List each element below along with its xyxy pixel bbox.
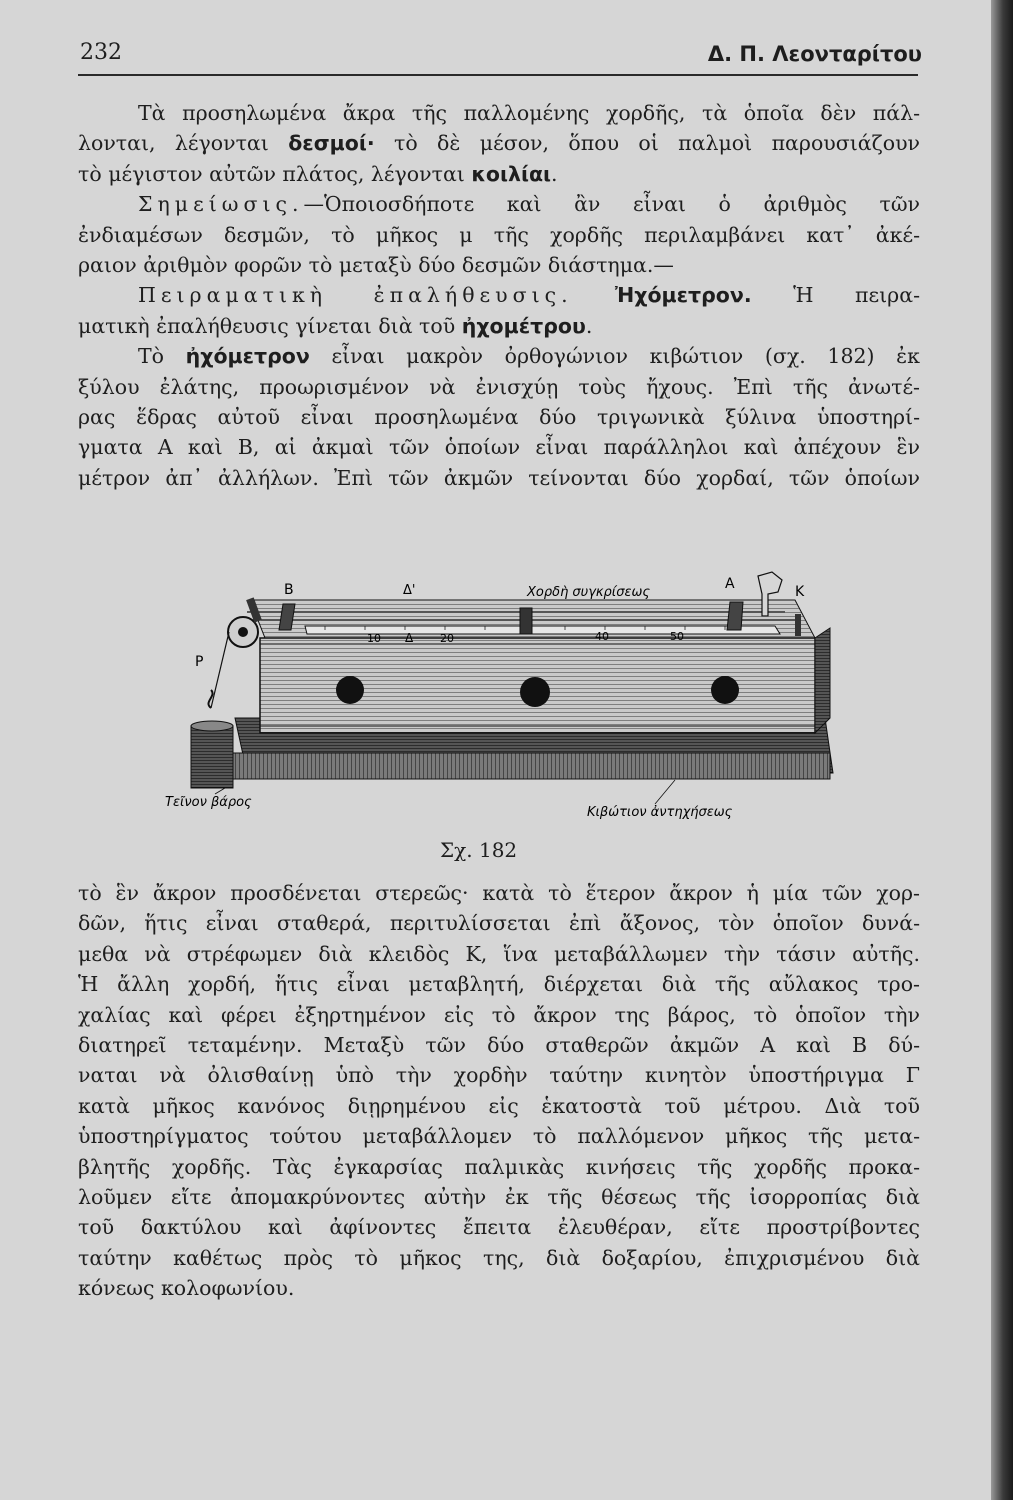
text-block-top [78, 98, 920, 493]
tuning-peg [795, 614, 801, 636]
running-head: Δ. Π. Λεονταρίτου [707, 42, 922, 66]
paragraph-line: Τὸ ἠχόμετρον εἶναι μακρὸν ὀρθογώνιον κιβώτιον (σχ. 182) ἐκ [138, 344, 920, 369]
scale-label: 20 [440, 632, 454, 645]
label-p: Ρ [195, 654, 204, 670]
bridge-movable [520, 608, 532, 634]
paragraph-line: βλητῆς χορδῆς. Τὰς ἐγκαρσίας παλμικὰς κινήσεις τῆς χορδῆς προκα- [78, 1154, 920, 1179]
paragraph-line: ρας ἕδρας αὐτοῦ εἶναι προσηλωμένα δύο τριγωνικὰ ξύλινα ὑποστηρί- [78, 405, 920, 430]
section-heading: Πειραματικὴ ἐπαλήθευσις. [138, 283, 573, 308]
paragraph-line: κόνεως κολοφωνίου. [78, 1276, 295, 1301]
note-line: Σημείωσις.—Ὁποιοσδήποτε καὶ ἂν εἶναι ὁ ἀριθμὸς τῶν [138, 192, 920, 217]
paragraph-line: δῶν, ἥτις εἶναι σταθερά, περιτυλίσσεται ἐπὶ ἄξονος, τὸν ὁποῖον δυνά- [78, 911, 920, 936]
term-hxometron: ἠχόμετρον [185, 344, 310, 369]
sonometer-illustration [155, 568, 835, 830]
page-binding-shadow [991, 0, 1013, 1500]
label-resonance-box: Κιβώτιον ἀντηχήσεως [587, 805, 733, 820]
note-line: ἐνδιαμέσων δεσμῶν, τὸ μῆκος μ τῆς χορδῆς περιλαμβάνει κατ᾽ ἀκέ- [78, 222, 920, 247]
scale-label: Δ [405, 631, 414, 645]
box-side [815, 628, 830, 733]
paragraph-line: ματικὴ ἐπαλήθευσις γίνεται διὰ τοῦ ἠχομέτρου. [78, 313, 593, 338]
paragraph-line: διατηρεῖ τεταμένην. Μεταξὺ τῶν δύο σταθερῶν ἀκμῶν Α καὶ Β δύ- [78, 1033, 920, 1058]
note-heading: Σημείωσις. [138, 192, 304, 217]
label-b: Β [284, 582, 294, 598]
page-number: 232 [80, 40, 122, 65]
paragraph-line: γματα Α καὶ Β, αἱ ἀκμαὶ τῶν ὁποίων εἶναι παράλληλοι καὶ ἀπέχουν ἓν [78, 435, 920, 460]
scale-label: 40 [595, 630, 609, 643]
note-line: ραιον ἀριθμὸν φορῶν τὸ μεταξὺ δύο δεσμῶν διάστημα.— [78, 253, 674, 278]
paragraph-line: τοῦ δακτύλου καὶ ἀφίνοντες ἔπειτα ἐλευθέραν, εἴτε προστρίβοντες [78, 1215, 920, 1240]
sound-hole [711, 676, 739, 704]
term-desmoi: δεσμοί· [288, 131, 375, 156]
paragraph-line: χαλίας καὶ φέρει ἐξηρτημένον εἰς τὸ ἄκρον της βάρος, τὸ ὁποῖον τὴν [78, 1002, 920, 1027]
text-block-bottom [78, 878, 920, 1304]
scale-label: 10 [367, 632, 381, 645]
paragraph-line: λονται, λέγονται δεσμοί· τὸ δὲ μέσον, ὅπου οἱ παλμοὶ παρουσιάζουν [78, 131, 920, 156]
section-heading-line: Πειραματικὴ ἐπαλήθευσις. Ἠχόμετρον. Ἡ πειρα- [138, 283, 921, 308]
paragraph-line: τὸ μέγιστον αὐτῶν πλάτος, λέγονται κοιλίαι. [78, 161, 558, 186]
label-delta-prime: Δ' [403, 583, 416, 598]
paragraph-line: Ἡ ἄλλη χορδή, ἥτις εἶναι μεταβλητή, διέρχεται διὰ τῆς αὔλακος τρο- [78, 972, 920, 997]
label-comparison-string: Χορδὴ συγκρίσεως [527, 585, 650, 600]
paragraph-line: μεθα νὰ στρέφωμεν διὰ κλειδὸς Κ, ἵνα μεταβάλλωμεν τὴν τάσιν αὐτῆς. [78, 941, 920, 966]
section-subheading: Ἠχόμετρον. [572, 283, 752, 308]
sound-hole [336, 676, 364, 704]
paragraph-line: ὑποστηρίγματος τούτου μεταβάλλομεν τὸ παλλόμενον μῆκος τῆς μετα- [78, 1124, 920, 1149]
label-k: Κ [795, 584, 805, 600]
hanging-string [211, 632, 229, 708]
base-plank [215, 753, 830, 779]
paragraph-line: ταύτην καθέτως πρὸς τὸ μῆκος της, διὰ δοξαρίου, ἐπιχρισμένου διὰ [78, 1245, 920, 1270]
paragraph-line: τὸ ἓν ἄκρον προσδένεται στερεῶς· κατὰ τὸ ἕτερον ἄκρον ἡ μία τῶν χορ- [78, 881, 920, 905]
paragraph-line: κατὰ μῆκος κανόνος διῃρημένου εἰς ἑκατοστὰ τοῦ μέτρου. Διὰ τοῦ [78, 1093, 920, 1118]
paragraph-line: ξύλου ἐλάτης, προωρισμένον νὰ ἐνισχύῃ τοὺς ἤχους. Ἐπὶ τῆς ἀνωτέ- [78, 374, 920, 399]
figure-sonometer [155, 568, 835, 830]
tension-weight [191, 726, 233, 788]
label-weight: Τεῖνον βάρος [165, 795, 252, 810]
figure-caption: Σχ. 182 [440, 838, 518, 862]
paragraph-line: λοῦμεν εἴτε ἀπομακρύνοντες αὐτὴν ἐκ τῆς θέσεως τῆς ἰσορροπίας διὰ [78, 1185, 920, 1210]
paragraph-line: Τὰ προσηλωμένα ἄκρα τῆς παλλομένης χορδῆς, τὰ ὁποῖα δὲν πάλ- [138, 101, 920, 125]
sound-hole [520, 677, 550, 707]
term-koiliai: κοιλίαι [471, 161, 552, 186]
paragraph-line: ναται νὰ ὀλισθαίνῃ ὑπὸ τὴν χορδὴν ταύτην κινητὸν ὑποστήριγμα Γ [78, 1063, 920, 1088]
label-a: Α [725, 576, 735, 592]
scale-label: 50 [670, 630, 684, 643]
page-header [78, 30, 922, 76]
term-hxometrou: ἠχομέτρου [461, 313, 586, 338]
bridge-a [727, 602, 743, 630]
paragraph-line: μέτρον ἀπ᾽ ἀλλήλων. Ἐπὶ τῶν ἀκμῶν τείνονται δύο χορδαί, τῶν ὁποίων [78, 465, 920, 490]
